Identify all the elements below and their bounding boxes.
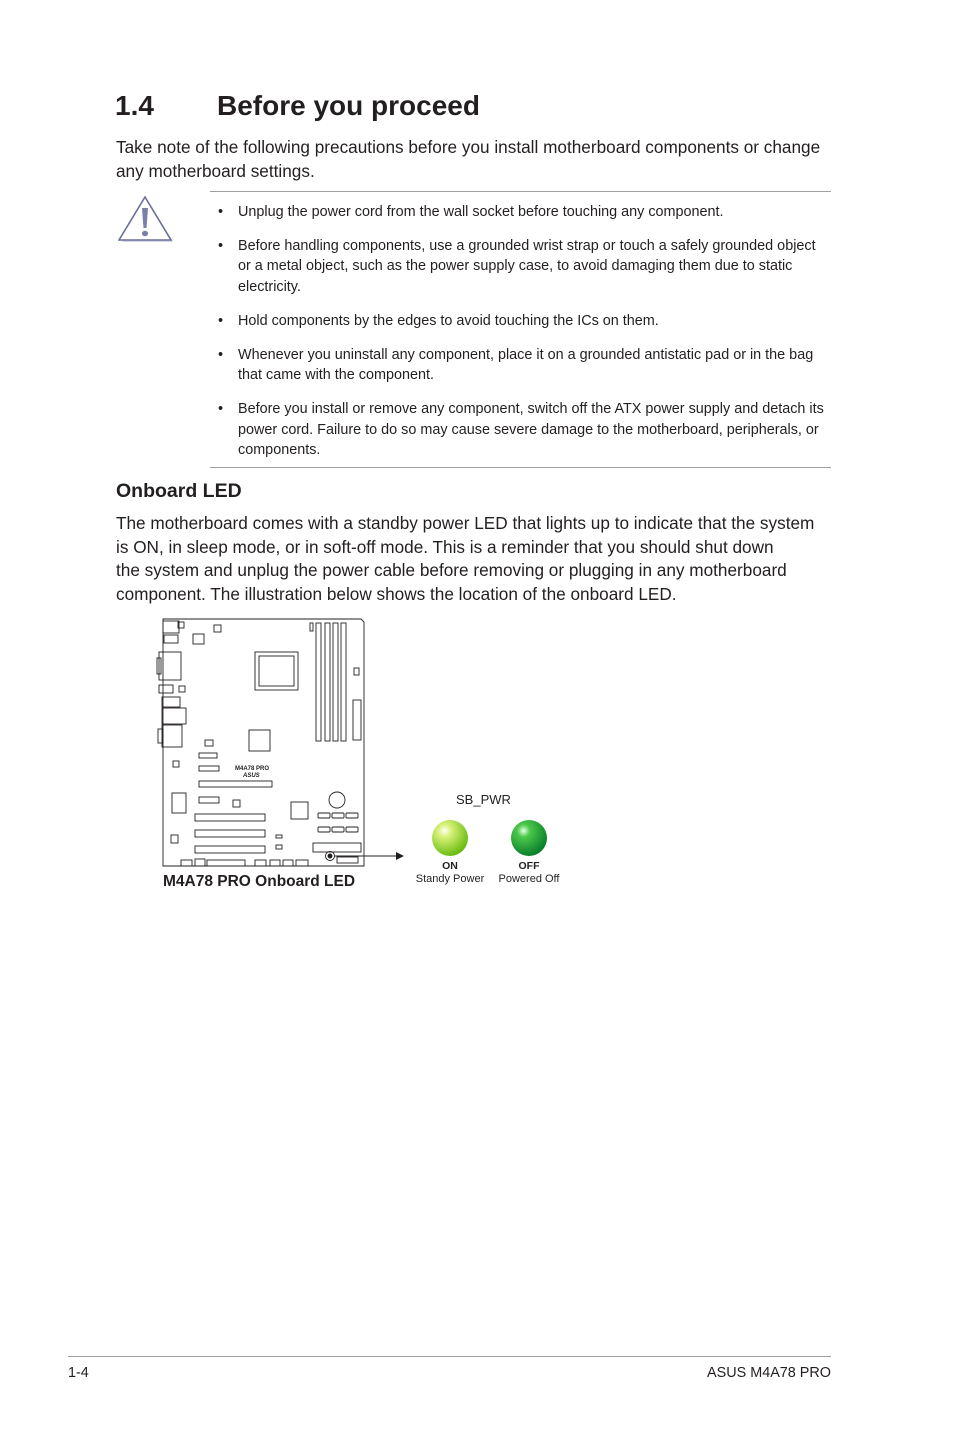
sata-port — [318, 827, 330, 832]
pcie-slot — [199, 781, 272, 787]
header-connector — [255, 860, 266, 866]
caution-item: • Whenever you uninstall any component, place it on a grounded antistatic pad or in the bag that came with the component. — [218, 347, 814, 384]
bullet-dot: • — [218, 401, 224, 418]
caution-triangle-icon — [118, 196, 174, 244]
diagram-caption: M4A78 PRO Onboard LED — [163, 873, 356, 890]
pci-slot — [195, 814, 265, 821]
led-name-label: SB_PWR — [456, 792, 511, 807]
io-port — [159, 652, 181, 680]
intro-paragraph: Take note of the following precautions before you install motherboard components or change any motherboard settings. — [116, 137, 821, 181]
pcie-slot — [199, 797, 219, 803]
board-chip — [199, 766, 219, 771]
pci-slot — [195, 846, 265, 853]
pci-slot — [195, 830, 265, 837]
footer-rule — [68, 1356, 831, 1357]
io-port — [162, 725, 182, 747]
header-connector — [207, 860, 245, 866]
dimm-slot — [316, 623, 321, 741]
board-chip — [214, 625, 221, 632]
caution-item: • Before handling components, use a grounded wrist strap or touch a safely grounded object or a metal object, such as the power supply case, to avoid damaging them due to static electricity. — [218, 238, 816, 295]
footer-product-name: ASUS M4A78 PRO — [707, 1365, 831, 1381]
board-chip — [276, 835, 282, 838]
north-bridge — [249, 730, 270, 751]
io-port — [163, 621, 179, 633]
page-number: 1-4 — [68, 1365, 89, 1381]
board-chip — [276, 845, 282, 849]
section-number: 1.4 — [115, 90, 154, 121]
sata-port — [346, 813, 358, 818]
board-chip — [199, 753, 217, 758]
onboard-led-paragraph: The motherboard comes with a standby power LED that lights up to indicate that the system is ON, in sleep mode, or in soft-off mode. This is a reminder that you should shut down the system and unplug the power cable before removing or plugging in any motherboard component. The illustration below shows the location of the onboard LED. — [116, 513, 815, 604]
io-port — [179, 686, 185, 692]
bullet-dot: • — [218, 238, 224, 255]
board-chip — [205, 740, 213, 746]
led-off-description: Powered Off — [498, 873, 560, 885]
onboard-led-heading: Onboard LED — [116, 480, 242, 502]
header-connector — [181, 860, 192, 866]
board-chip — [172, 793, 186, 813]
sata-port — [332, 827, 344, 832]
sata-port — [318, 813, 330, 818]
led-on-description: Standy Power — [415, 873, 485, 885]
caution-item: • Unplug the power cord from the wall socket before touching any component. — [218, 202, 832, 222]
section-title: Before you proceed — [217, 90, 480, 121]
header-connector — [195, 859, 205, 866]
io-port — [162, 697, 180, 707]
led-arrowhead — [396, 852, 404, 860]
board-model-label: M4A78 PRO — [235, 766, 270, 772]
io-port — [164, 635, 178, 643]
led-on-state: ON — [442, 860, 458, 872]
led-on-indicator — [432, 820, 468, 856]
ide-connector — [313, 843, 361, 852]
bullet-dot: • — [218, 204, 224, 220]
bullet-dot: • — [218, 347, 224, 364]
board-logo-label: ASUS — [243, 773, 260, 779]
caution-item: • Before you install or remove any component, switch off the ATX power supply and detach its power cord. Failure to do so may cause severe damage to the motherboard, peripherals, or components. — [218, 401, 824, 458]
dimm-slot — [341, 623, 346, 741]
dimm-slot — [325, 623, 330, 741]
header-connector — [283, 860, 293, 866]
led-off-state: OFF — [518, 860, 540, 872]
caution-list — [218, 202, 832, 474]
io-port — [159, 685, 173, 693]
dimm-slot — [333, 623, 338, 741]
board-chip — [354, 668, 359, 675]
board-chip — [233, 800, 240, 807]
atx-power-connector — [353, 700, 361, 740]
sata-port — [346, 827, 358, 832]
bullet-dot: • — [218, 312, 224, 329]
led-off-indicator — [511, 820, 547, 856]
board-chip — [171, 835, 178, 843]
board-chip — [310, 623, 313, 631]
board-chip — [173, 761, 179, 767]
sata-port — [332, 813, 344, 818]
caution-item: • Hold components by the edges to avoid touching the ICs on them. — [218, 311, 832, 331]
io-port — [162, 708, 186, 724]
io-port — [193, 634, 204, 644]
header-connector — [270, 860, 280, 866]
caution-top-rule — [210, 191, 831, 192]
header-connector — [337, 857, 358, 863]
cmos-battery — [329, 792, 345, 808]
cpu-socket — [255, 652, 298, 690]
header-connector — [296, 860, 308, 866]
motherboard-diagram — [150, 612, 570, 897]
south-bridge — [291, 802, 308, 819]
cpu-socket-inner — [259, 656, 294, 686]
caution-bottom-rule — [210, 467, 831, 468]
